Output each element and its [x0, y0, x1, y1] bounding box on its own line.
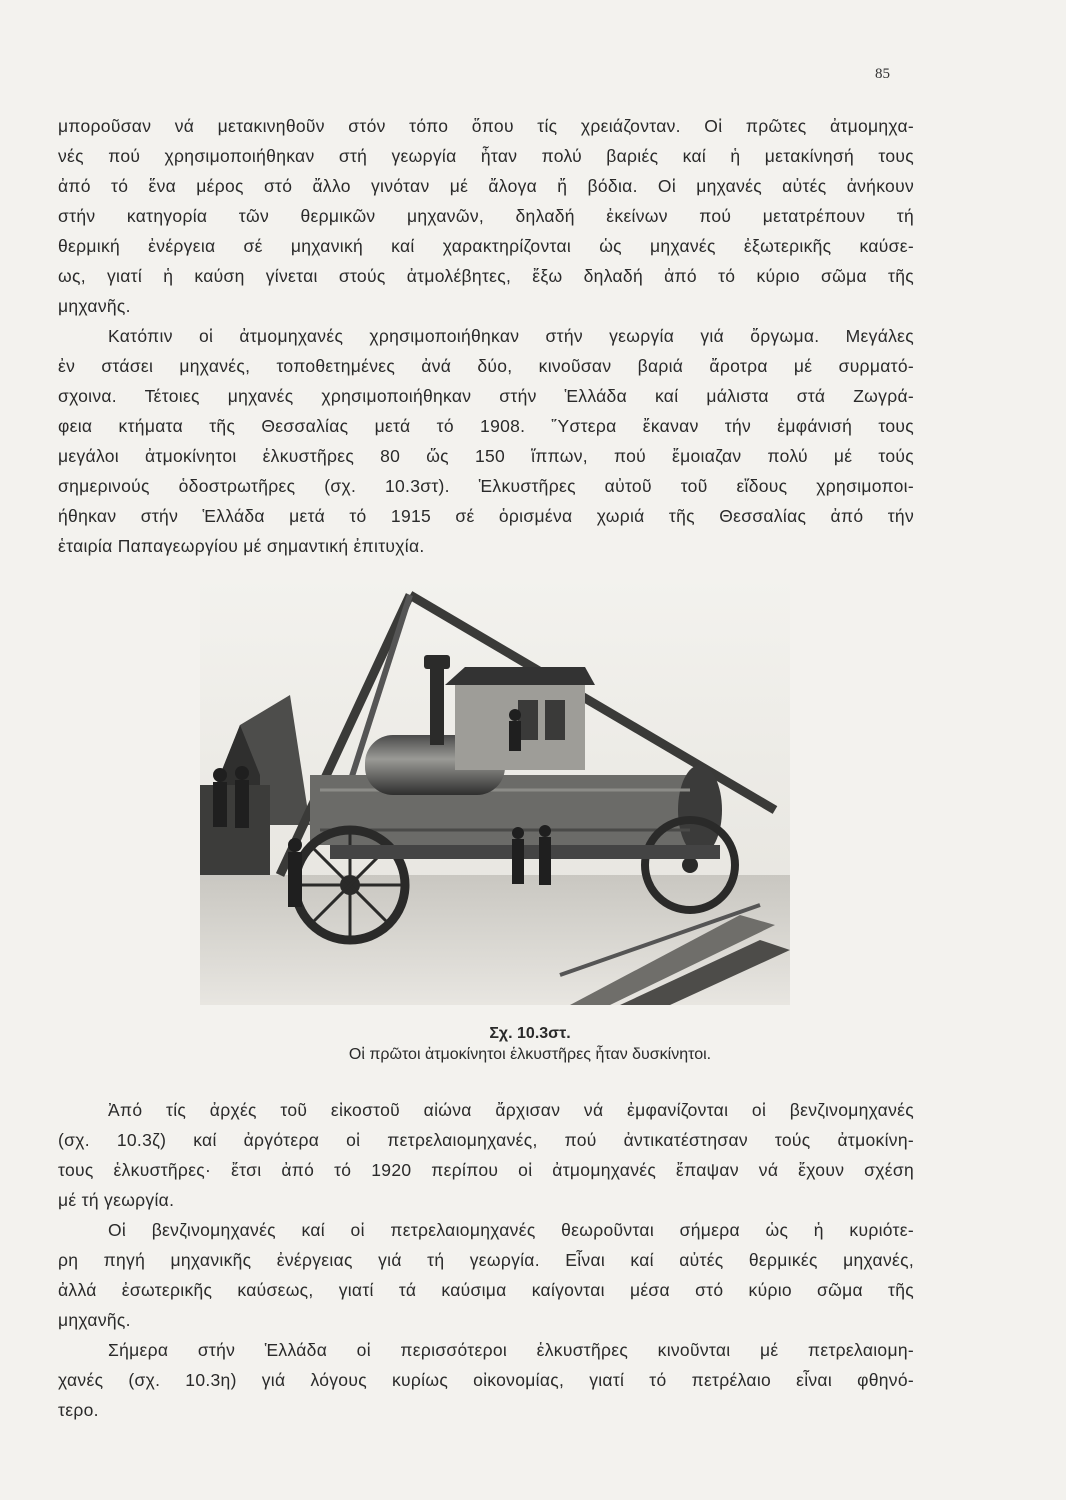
text-line: ἐν στάσει μηχανές, τοποθετημένες ἀνά δύο, κινοῦσαν βαριά ἄροτρα μέ συρματό- — [58, 356, 914, 376]
text-line: Οἱ βενζινομηχανές καί οἱ πετρελαιομηχανές θεωροῦνται σήμερα ὡς ἡ κυριότε- — [108, 1220, 914, 1240]
photo-illustration — [200, 575, 790, 1005]
text-line: ἀπό τό ἕνα μέρος στό ἄλλο γινόταν μέ ἄλογα ἤ βόδια. Οἱ μηχανές αὐτές ἀνήκουν — [58, 176, 914, 196]
figure-label: Σχ. 10.3στ. — [489, 1025, 571, 1042]
text-line: Ἀπό τίς ἀρχές τοῦ εἰκοστοῦ αἰώνα ἄρχισαν νά ἐμφανίζονται οἱ βενζινομηχανές — [108, 1100, 914, 1120]
text-line: νές πού χρησιμοποιήθηκαν στή γεωργία ἦταν πολύ βαριές καί ἡ μετακίνησή τους — [58, 146, 914, 166]
figure-caption: Οἱ πρῶτοι ἀτμοκίνητοι ἑλκυστῆρες ἦταν δυσκίνητοι. — [348, 1046, 712, 1063]
text-line: σημερινούς ὁδοστρωτῆρες (σχ. 10.3στ). Ἑλκυστῆρες αὐτοῦ τοῦ εἴδους χρησιμοποι- — [58, 476, 914, 496]
text-line: μέ τή γεωργία. — [58, 1190, 175, 1210]
text-line: (σχ. 10.3ζ) καί ἀργότερα οἱ πετρελαιομηχανές, πού ἀντικατέστησαν τούς ἀτμοκίνη- — [58, 1130, 914, 1150]
paragraph — [58, 1215, 914, 1335]
text-line: μποροῦσαν νά μετακινηθοῦν στόν τόπο ὅπου τίς χρειάζονταν. Οἱ πρῶτες ἀτμομηχα- — [58, 116, 914, 136]
page-number: 85 — [875, 66, 890, 82]
text-line: ἀλλά ἐσωτερικῆς καύσεως, γιατί τά καύσιμα καίγονται μέσα στό κύριο σῶμα τῆς — [58, 1280, 914, 1300]
text-line: τερο. — [58, 1400, 99, 1420]
text-line: στήν κατηγορία τῶν θερμικῶν μηχανῶν, δηλαδή ἐκείνων πού μετατρέπουν τή — [58, 206, 914, 226]
steam-tractor-photo — [200, 575, 790, 1005]
text-line: ρη πηγή μηχανικῆς ἐνέργειας γιά τή γεωργία. Εἶναι καί αὐτές θερμικές μηχανές, — [58, 1250, 914, 1270]
body-text-top — [58, 111, 914, 561]
paragraph — [58, 1095, 914, 1215]
text-line: σχοινα. Τέτοιες μηχανές χρησιμοποιήθηκαν στήν Ἑλλάδα καί μάλιστα στά Ζωγρά- — [58, 386, 914, 406]
paragraph — [58, 111, 914, 321]
text-line: θερμική ἐνέργεια σέ μηχανική καί χαρακτηρίζονται ὡς μηχανές ἐξωτερικῆς καύσε- — [58, 236, 914, 256]
text-line: φεια κτήματα τῆς Θεσσαλίας μετά τό 1908. Ὕστερα ἔκαναν τήν ἐμφάνισή τους — [58, 416, 914, 436]
text-line: Σήμερα στήν Ἑλλάδα οἱ περισσότεροι ἑλκυστῆρες κινοῦνται μέ πετρελαιομη- — [108, 1340, 914, 1360]
text-line: μηχανῆς. — [58, 1310, 131, 1330]
text-line: μηχανῆς. — [58, 296, 131, 316]
paragraph — [58, 1335, 914, 1425]
text-line: Κατόπιν οἱ ἀτμομηχανές χρησιμοποιήθηκαν στήν γεωργία γιά ὄργωμα. Μεγάλες — [108, 326, 914, 346]
text-line: μεγάλοι ἀτμοκίνητοι ἑλκυστῆρες 80 ὥς 150 ἵππων, πού ἔμοιαζαν πολύ μέ τούς — [58, 446, 914, 466]
text-line: ήθηκαν στήν Ἑλλάδα μετά τό 1915 σέ ὁρισμένα χωριά τῆς Θεσσαλίας ἀπό τήν — [58, 506, 914, 526]
paragraph — [58, 321, 914, 561]
text-line: ἑταιρία Παπαγεωργίου μέ σημαντική ἐπιτυχία. — [58, 536, 425, 556]
text-line: χανές (σχ. 10.3η) γιά λόγους κυρίως οἰκονομίας, γιατί τό πετρέλαιο εἶναι φθηνό- — [58, 1370, 914, 1390]
text-line: τους ἑλκυστῆρες· ἔτσι ἀπό τό 1920 περίπου οἱ ἀτμομηχανές ἔπαψαν νά ἔχουν σχέση — [58, 1160, 914, 1180]
text-line: ως, γιατί ἡ καύση γίνεται στούς ἀτμολέβητες, ἔξω δηλαδή ἀπό τό κύριο σῶμα τῆς — [58, 266, 914, 286]
body-text-bottom — [58, 1095, 914, 1425]
